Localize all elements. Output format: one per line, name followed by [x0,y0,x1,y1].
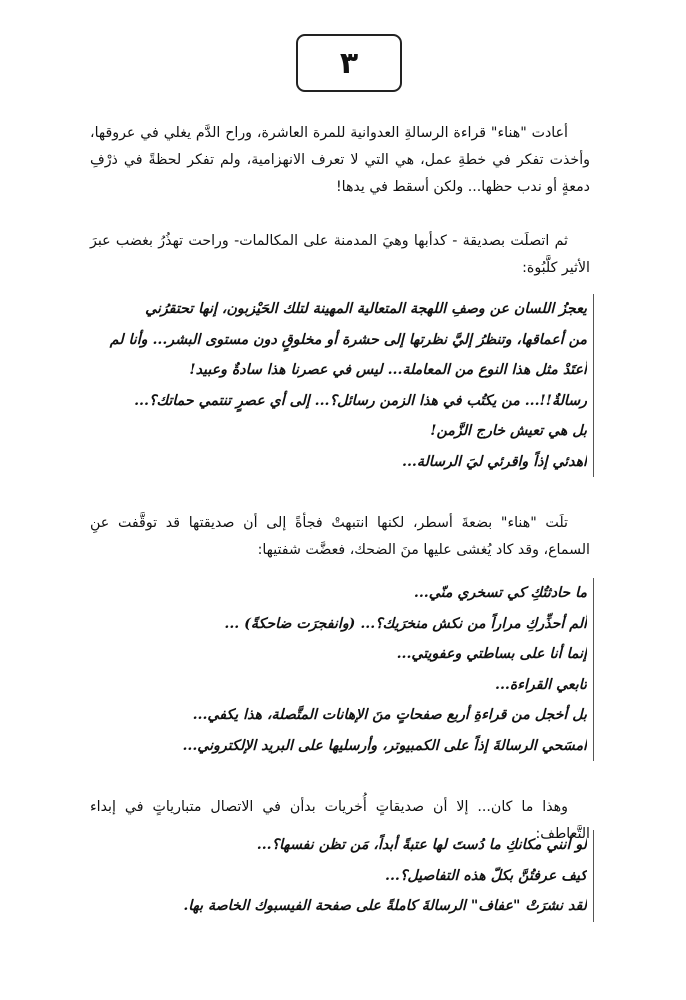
quote-block-letter [98,294,594,477]
paragraph-4: وهذا ما كان... إلا أن صديقاتٍ أُخريات بدأن في الاتصال متبارياتٍ في إبداء التَّعاطف: [90,799,590,842]
quote-line: بل هي تعيش خارج الزَّمن! [430,423,587,439]
quote-line: ألم أحذِّركِ مراراً من نكش منخرَيك؟... (وانفجرَت ضاحكةً) ... [224,615,587,632]
quote-line: امسَحي الرسالةَ إذاً على الكمبيوتر، وأرسليها على البريد الإلكتروني... [182,737,587,754]
quote-line: إنما أنا على بساطتي وعفويتي... [396,646,587,662]
quote-line: من أعماقها، وتنظرُ إليَّ نظرتها إلى حشرة أو مخلوقٍ دون مستوى البشر... وأنا لم [109,331,587,348]
quote-line: كيف عرفتُنَّ بكلّ هذه التفاصيل؟... [385,867,587,884]
quote-line: تابعي القراءة... [495,676,587,693]
paragraph-3: تلَت "هناء" بضعةَ أسطر، لكنها انتبهتْ فجأةً إلى أن صديقتها قد توقَّفت عنِ السماع، وقد كاد يُغشى عليها منَ الضحك، فعضَّت شفتيها: [90,515,590,558]
paragraph-2: ثم اتصلَت بصديقة - كدأبها وهيَ المدمنة على المكالمات- وراحت تهذُرُ بغضب عبرَ الأثير كلَّبُوة: [90,233,590,276]
quote-line: ما حادثتُكِ كي تسخري منّي... [413,585,587,601]
quote-line: رسالةٌ!!... من يكتُب في هذا الزمن رسائل؟... إلى أي عصرٍ تنتمي حماتك؟... [134,392,587,409]
quote-line: لو أنني مكانكِ ما دُستَ لها عتبةً أبداً، مَن تظن نفسها؟... [256,837,587,853]
page-number: ٣ [296,34,402,92]
quote-line: يعجزُ اللسان عن وصفِ اللهجة المتعالية المهينة لتلك الحَيْزبون، إنها تحتقرُني [145,301,587,317]
quote-block-friend [98,578,594,761]
quote-line: بل أخجل من قراءةِ أربع صفحاتٍ منَ الإهانات المتَّصلة، هذا يكفي... [192,707,587,723]
quote-line: اهدئي إذاً واقرئي ليَ الرسالة... [402,453,587,470]
quote-line: لقد نشرَتْ "عفاف" الرسالةَ كاملةً على صفحة الفيسبوك الخاصة بها. [183,898,587,914]
quote-line: أعتَدْ مثل هذا النوع من المعاملة... ليس في عصرنا هذا سادةٌ وعبيد! [189,362,587,378]
quote-block-others [98,830,594,922]
paragraph-1: أعادت "هناء" قراءة الرسالةِ العدوانية للمرة العاشرة، وراح الدَّم يغلي في عروقها، وأخذت تفكر في خطةِ عمل، هي التي لا تعرف الانهزامية، ولم تفكر لحظةً في ذرْفِ دمعةٍ أو ندب حظها... ولكن أسقط في يدها! [90,125,590,195]
